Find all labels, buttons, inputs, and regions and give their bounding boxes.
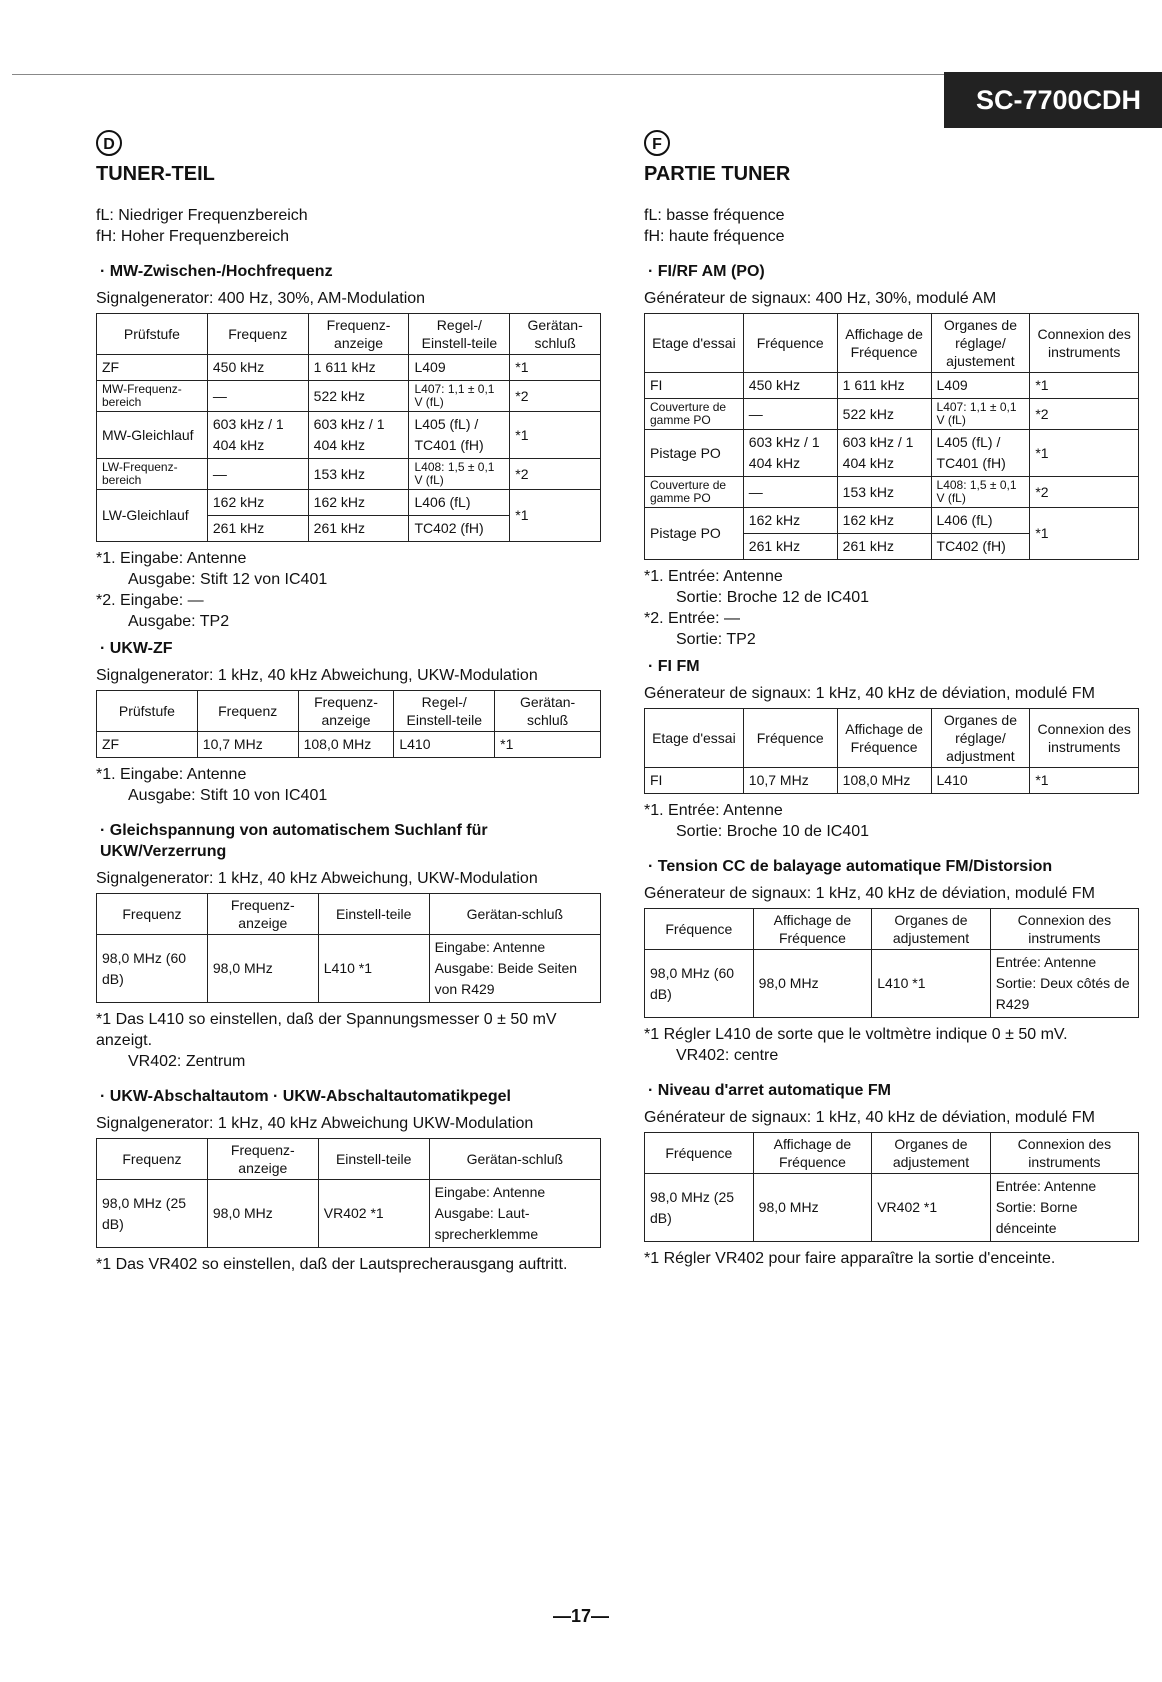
note: *1. Eingabe: Antenne [96,550,247,567]
table-cell: 450 kHz [207,355,308,381]
table-cell: 162 kHz [837,508,931,534]
subsection-title: · UKW-Abschaltautom · UKW-Abschaltautomatikpegel [100,1088,511,1105]
table-cell: Couverture de gamme PO [645,477,744,508]
table-row [645,373,1139,399]
table-cell: 603 kHz / 1 404 kHz [837,430,931,477]
table-cell: 261 kHz [743,534,837,560]
table-cell: 98,0 MHz [207,1180,318,1248]
table-header [97,314,601,355]
table-cell: Prüfstufe [97,314,208,355]
table-cell: — [743,477,837,508]
table-cell: FI [645,373,744,399]
table-header [97,1139,601,1180]
table-header [97,894,601,935]
generator-spec: Signalgenerator: 1 kHz, 40 kHz Abweichung, UKW-Modulation [96,870,538,887]
note: *2. Entrée: — [644,610,741,627]
table-cell: Frequenz [197,691,298,732]
note: Ausgabe: Stift 12 von IC401 [128,571,328,588]
generator-spec: Générateur de signaux: 1 kHz, 40 kHz de déviation, modulé FM [644,1109,1095,1126]
mute-level-table [96,1138,601,1248]
table-cell: TC402 (fH) [409,516,510,542]
table-cell: Fréquence [645,909,754,950]
table-cell: — [743,399,837,430]
fi-fm-table [644,708,1139,794]
table-cell: Affichage de Fréquence [753,909,872,950]
table-cell: 1 611 kHz [308,355,409,381]
table-row [645,477,1139,508]
table-cell: 261 kHz [308,516,409,542]
table-cell: Organes de réglage/ adjustment [931,709,1030,768]
table-cell: Gerätan-schluß [495,691,601,732]
table-cell: Affichage de Fréquence [753,1133,872,1174]
table-cell: Frequenz [207,314,308,355]
table-header [97,691,601,732]
table-cell: 108,0 MHz [837,768,931,794]
table-cell: Frequenz [97,1139,208,1180]
note: *1. Entrée: Antenne [644,802,783,819]
table-cell: Gerätan-schluß [429,894,600,935]
table-row [97,412,601,459]
table-cell: *2 [1030,477,1139,508]
table-cell: L408: 1,5 ± 0,1 V (fL) [931,477,1030,508]
table-cell: 98,0 MHz (25 dB) [645,1174,754,1242]
table-cell: Connexion des instruments [1030,314,1139,373]
generator-spec: Générateur de signaux: 400 Hz, 30%, modulé AM [644,290,997,307]
table-cell: *2 [510,459,601,490]
table-cell: 10,7 MHz [197,732,298,758]
table-cell: 10,7 MHz [743,768,837,794]
generator-spec: Génerateur de signaux: 1 kHz, 40 kHz de déviation, modulé FM [644,685,1095,702]
note: *1. Entrée: Antenne [644,568,783,585]
table-cell: TC402 (fH) [931,534,1030,560]
subsection-title: · Niveau d'arret automatique FM [648,1082,891,1099]
table-cell: — [207,381,308,412]
table-cell: L406 (fL) [409,490,510,516]
table-cell: VR402 *1 [872,1174,991,1242]
table-row [97,381,601,412]
table-cell: *1 [510,355,601,381]
table-cell: 98,0 MHz [753,950,872,1018]
table-cell: 522 kHz [837,399,931,430]
table-cell: Fréquence [645,1133,754,1174]
table-cell: ZF [97,732,198,758]
table-cell: MW-Frequenz-bereich [97,381,208,412]
am-table [644,313,1139,560]
note: Sortie: TP2 [676,631,756,648]
table-cell: L405 (fL) / TC401 (fH) [931,430,1030,477]
table-cell: 162 kHz [743,508,837,534]
table-cell: FI [645,768,744,794]
note: *1. Eingabe: Antenne [96,766,247,783]
subsection-title: · FI FM [648,658,700,675]
table-cell: 98,0 MHz (60 dB) [97,935,208,1003]
table-row [645,768,1139,794]
table-cell: Connexion des instruments [990,909,1138,950]
table-cell: MW-Gleichlauf [97,412,208,459]
table-cell: Organes de réglage/ ajustement [931,314,1030,373]
scan-voltage-table [644,908,1139,1018]
section-title-fr: PARTIE TUNER [644,163,791,185]
table-row [97,459,601,490]
table-cell: Frequenz [97,894,208,935]
table-cell: 98,0 MHz (60 dB) [645,950,754,1018]
table-cell: 153 kHz [837,477,931,508]
table-cell: L407: 1,1 ± 0,1 V (fL) [931,399,1030,430]
table-header [645,709,1139,768]
table-cell: L410 *1 [318,935,429,1003]
table-cell: Entrée: Antenne Sortie: Borne dénceinte [990,1174,1138,1242]
note: Ausgabe: TP2 [128,613,230,630]
table-cell: Organes de adjustement [872,1133,991,1174]
ukw-zf-table [96,690,601,758]
table-cell: Affichage de Fréquence [837,709,931,768]
subsection-title: · Gleichspannung von automatischem Suchlanf für UKW/Verzerrung [100,822,488,860]
table-row [97,935,601,1003]
table-cell: Regel-/ Einstell-teile [409,314,510,355]
subsection-title: · Tension CC de balayage automatique FM/Distorsion [648,858,1053,875]
table-cell: 98,0 MHz [207,935,318,1003]
table-cell: *1 [1030,373,1139,399]
table-cell: *1 [510,490,601,542]
fh-legend: fH: Hoher Frequenzbereich [96,228,289,245]
table-cell: Eingabe: Antenne Ausgabe: Laut-sprecherklemme [429,1180,600,1248]
table-cell: Entrée: Antenne Sortie: Deux côtés de R429 [990,950,1138,1018]
table-cell: Affichage de Fréquence [837,314,931,373]
table-cell: 162 kHz [308,490,409,516]
table-cell: *2 [1030,399,1139,430]
table-cell: Organes de adjustement [872,909,991,950]
table-row [645,430,1139,477]
table-cell: Frequenz-anzeige [308,314,409,355]
table-cell: 1 611 kHz [837,373,931,399]
table-cell: Couverture de gamme PO [645,399,744,430]
table-cell: *2 [510,381,601,412]
table-cell: 603 kHz / 1 404 kHz [743,430,837,477]
table-cell: Connexion des instruments [990,1133,1138,1174]
subsection-title: · MW-Zwischen-/Hochfrequenz [100,263,333,280]
table-cell: *1 [1030,430,1139,477]
table-cell: Connexion des instruments [1030,709,1139,768]
table-cell: Einstell-teile [318,1139,429,1180]
table-row [97,355,601,381]
note: VR402: centre [676,1047,779,1064]
table-cell: 522 kHz [308,381,409,412]
table-row [645,1174,1139,1242]
generator-spec: Signalgenerator: 1 kHz, 40 kHz Abweichung, UKW-Modulation [96,667,538,684]
mw-table [96,313,601,542]
fh-legend: fH: haute fréquence [644,228,785,245]
note: *1 Régler L410 de sorte que le voltmètre indique 0 ± 50 mV. [644,1026,1068,1043]
german-column [96,130,601,1275]
table-cell: VR402 *1 [318,1180,429,1248]
fl-legend: fL: basse fréquence [644,207,785,224]
table-row [645,950,1139,1018]
table-cell: 98,0 MHz [753,1174,872,1242]
table-cell: L410 *1 [872,950,991,1018]
table-cell: L406 (fL) [931,508,1030,534]
table-cell: *1 [1030,768,1139,794]
table-cell: Prüfstufe [97,691,198,732]
generator-spec: Génerateur de signaux: 1 kHz, 40 kHz de déviation, modulé FM [644,885,1095,902]
table-cell: ZF [97,355,208,381]
table-cell: — [207,459,308,490]
table-header [645,314,1139,373]
table-cell: L408: 1,5 ± 0,1 V (fL) [409,459,510,490]
model-label: SC-7700CDH [944,72,1162,128]
table-header [645,909,1139,950]
table-cell: 603 kHz / 1 404 kHz [207,412,308,459]
table-cell: Gerätan-schluß [510,314,601,355]
note: *1 Das L410 so einstellen, daß der Spannungsmesser 0 ± 50 mV anzeigt. [96,1011,557,1049]
table-cell: Regel-/ Einstell-teile [394,691,495,732]
table-cell: 603 kHz / 1 404 kHz [308,412,409,459]
table-cell: Fréquence [743,314,837,373]
table-cell: Eingabe: Antenne Ausgabe: Beide Seiten von R429 [429,935,600,1003]
table-cell: Fréquence [743,709,837,768]
table-cell: L409 [931,373,1030,399]
table-cell: Pistage PO [645,508,744,560]
table-cell: Etage d'essai [645,709,744,768]
table-row [97,490,601,516]
table-cell: L405 (fL) / TC401 (fH) [409,412,510,459]
table-cell: LW-Gleichlauf [97,490,208,542]
table-cell: Gerätan-schluß [429,1139,600,1180]
table-row [645,399,1139,430]
table-cell: 450 kHz [743,373,837,399]
table-cell: L410 [394,732,495,758]
table-cell: Einstell-teile [318,894,429,935]
french-column [644,130,1139,1269]
page-number: —17— [552,1606,610,1626]
note: VR402: Zentrum [128,1053,246,1070]
section-title-de: TUNER-TEIL [96,163,215,185]
scan-voltage-table [96,893,601,1003]
note: *2. Eingabe: — [96,592,204,609]
table-cell: L410 [931,768,1030,794]
table-cell: L407: 1,1 ± 0,1 V (fL) [409,381,510,412]
subsection-title: · FI/RF AM (PO) [648,263,765,280]
generator-spec: Signalgenerator: 400 Hz, 30%, AM-Modulation [96,290,426,307]
table-cell: 261 kHz [207,516,308,542]
note: *1 Das VR402 so einstellen, daß der Lautsprecherausgang auftritt. [96,1256,568,1273]
note: Sortie: Broche 10 de IC401 [676,823,870,840]
subsection-title: · UKW-ZF [100,640,173,657]
mute-level-table [644,1132,1139,1242]
table-cell: *1 [510,412,601,459]
table-cell: 261 kHz [837,534,931,560]
table-cell: Frequenz-anzeige [298,691,394,732]
table-cell: 162 kHz [207,490,308,516]
table-cell: 108,0 MHz [298,732,394,758]
generator-spec: Signalgenerator: 1 kHz, 40 kHz Abweichung UKW-Modulation [96,1115,534,1132]
note: Sortie: Broche 12 de IC401 [676,589,870,606]
table-cell: *1 [495,732,601,758]
table-row [97,732,601,758]
note: *1 Régler VR402 pour faire apparaître la sortie d'enceinte. [644,1250,1056,1267]
table-cell: L409 [409,355,510,381]
section-badge-f: F [644,130,670,156]
table-cell: LW-Frequenz-bereich [97,459,208,490]
table-cell: Frequenz-anzeige [207,894,318,935]
table-cell: 98,0 MHz (25 dB) [97,1180,208,1248]
table-cell: Etage d'essai [645,314,744,373]
table-row [97,1180,601,1248]
table-cell: *1 [1030,508,1139,560]
table-cell: Frequenz-anzeige [207,1139,318,1180]
fl-legend: fL: Niedriger Frequenzbereich [96,207,308,224]
section-badge-d: D [96,130,122,156]
table-cell: 153 kHz [308,459,409,490]
table-header [645,1133,1139,1174]
table-row [645,508,1139,534]
note: Ausgabe: Stift 10 von IC401 [128,787,328,804]
table-cell: Pistage PO [645,430,744,477]
